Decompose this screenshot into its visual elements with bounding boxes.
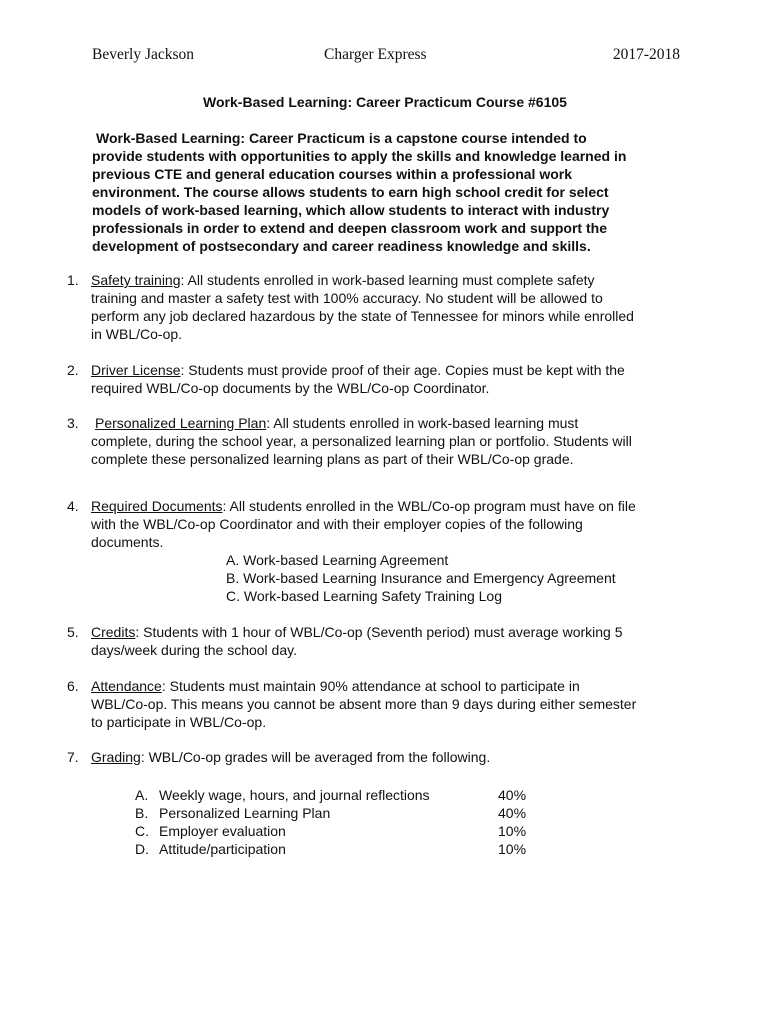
list-item: C. Work-based Learning Safety Training Log: [226, 588, 503, 604]
item-label: Personalized Learning Plan: [95, 415, 267, 431]
item-number: 5.: [67, 624, 79, 640]
item-number: 4.: [67, 498, 79, 514]
item-number: 6.: [67, 678, 79, 694]
grade-row: [135, 822, 535, 840]
grade-percent: 40%: [498, 805, 527, 821]
item-text: : Students must maintain 90% attendance at school to participate in WBL/Co-op. This means you cannot be absent more than 9 days during either semester to participate in WBL/Co-op.: [91, 678, 637, 730]
item-label: Required Documents: [91, 498, 223, 514]
item-label: Credits: [91, 624, 136, 640]
intro-text: Work-Based Learning: Career Practicum is a capstone course intended to provide students with opportunities to apply the skills and knowledge learned in previous CTE and general education courses within a professional work environment. The course allows students to earn high school credit for select models of work-based learning, which allow students to interact with industry professionals in order to extend and deepen classroom work and support the development of postsecondary and career readiness knowledge and skills.: [92, 130, 627, 254]
item-text: : WBL/Co-op grades will be averaged from the following.: [140, 749, 491, 765]
list-item-attendance: [67, 677, 687, 731]
grade-percent: 10%: [498, 841, 527, 857]
item-text: : All students enrolled in work-based learning must complete, during the school year, a personalized learning plan or portfolio. Students will complete these personalized learning plans as part of their WBL/Co-op grade.: [91, 415, 632, 467]
list-item-required-documents: [67, 497, 687, 551]
list-item-credits: [67, 623, 687, 659]
intro-paragraph: [92, 129, 682, 255]
page-header: [92, 46, 680, 68]
grade-letter: A.: [135, 787, 149, 803]
item-label: Safety training: [91, 272, 181, 288]
grade-row: [135, 786, 535, 804]
grade-row: [135, 804, 535, 822]
list-item-personalized-learning-plan: [67, 414, 687, 468]
document-title: Work-Based Learning: Career Practicum Course #6105: [203, 94, 567, 110]
grading-breakdown: [135, 786, 535, 858]
list-item-safety-training: [67, 271, 687, 343]
required-documents-list: [226, 551, 616, 605]
grade-letter: D.: [135, 841, 149, 857]
list-item-grading: [67, 748, 687, 766]
header-publication: Charger Express: [324, 46, 427, 63]
list-item: A. Work-based Learning Agreement: [226, 552, 449, 568]
item-text: : All students enrolled in the WBL/Co-op program must have on file with the WBL/Co-op Coordinator and with their employer copies of the following documents.: [91, 498, 636, 550]
item-number: 7.: [67, 749, 79, 765]
item-label: Attendance: [91, 678, 162, 694]
grade-component: Employer evaluation: [159, 823, 286, 839]
list-item-driver-license: [67, 361, 687, 397]
grade-component: Personalized Learning Plan: [159, 805, 331, 821]
grade-row: [135, 840, 535, 858]
item-number: 1.: [67, 272, 79, 288]
item-label: Grading: [91, 749, 141, 765]
item-number: 2.: [67, 362, 79, 378]
item-text: : Students must provide proof of their age. Copies must be kept with the required WBL/Co-op documents by the WBL/Co-op Coordinator.: [91, 362, 625, 396]
grade-component: Attitude/participation: [159, 841, 286, 857]
grade-letter: C.: [135, 823, 149, 839]
grade-percent: 10%: [498, 823, 527, 839]
header-author: Beverly Jackson: [92, 46, 195, 63]
header-year: 2017-2018: [612, 46, 680, 63]
item-label: Driver License: [91, 362, 181, 378]
grade-percent: 40%: [498, 787, 527, 803]
grade-letter: B.: [135, 805, 149, 821]
item-number: 3.: [67, 415, 79, 431]
item-text: : Students with 1 hour of WBL/Co-op (Seventh period) must average working 5 days/week during the school day.: [91, 624, 623, 658]
grade-component: Weekly wage, hours, and journal reflections: [159, 787, 430, 803]
item-text: : All students enrolled in work-based learning must complete safety training and master a safety test with 100% accuracy. No student will be allowed to perform any job declared hazardous by the state of Tennessee for minors while enrolled in WBL/Co-op.: [91, 272, 634, 342]
list-item: B. Work-based Learning Insurance and Emergency Agreement: [226, 570, 616, 586]
